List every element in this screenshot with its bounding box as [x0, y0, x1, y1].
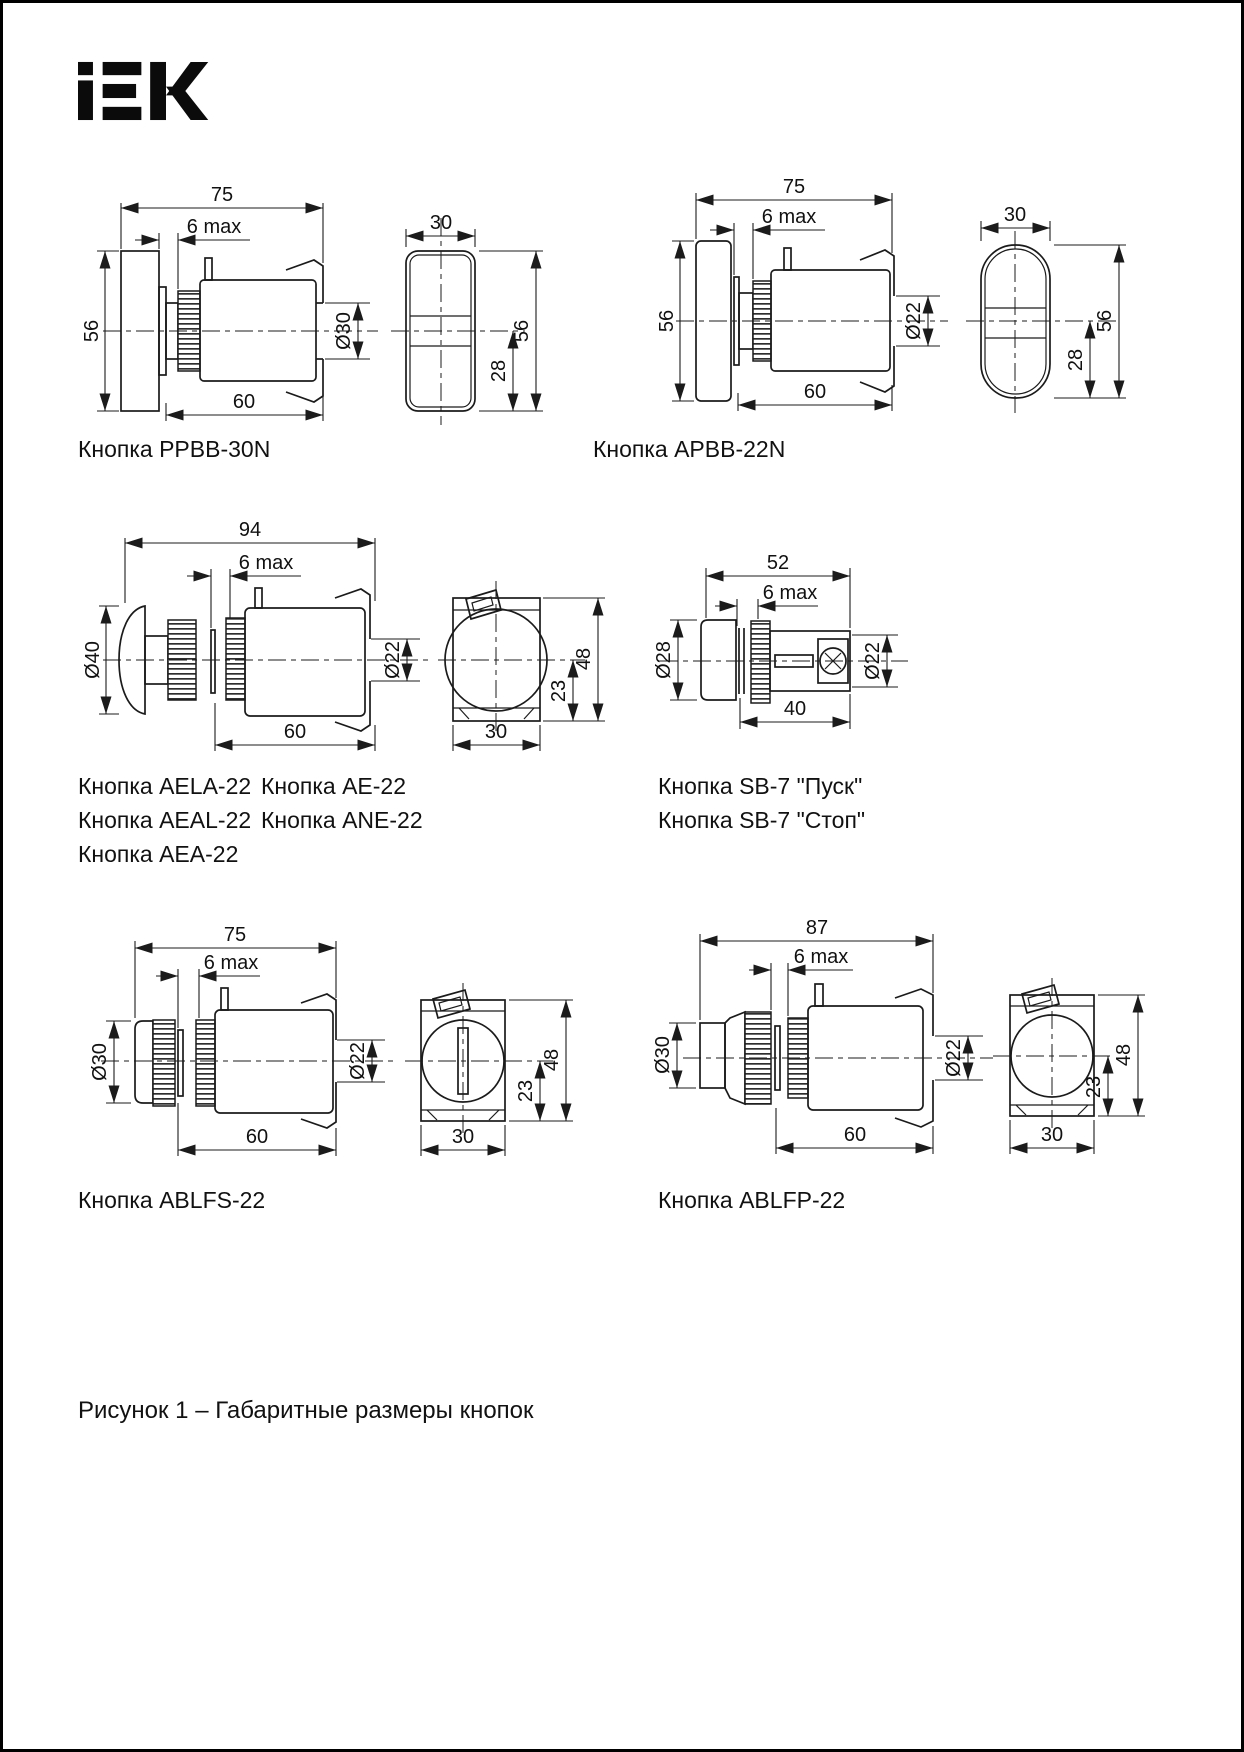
- dim-label: 6 max: [762, 582, 818, 604]
- figure-label-ane-22: Кнопка ANE-22: [261, 807, 423, 833]
- dim-label: 60: [232, 391, 256, 413]
- dim-label: 23: [515, 1079, 537, 1103]
- iek-logo: [78, 58, 210, 124]
- dim-label: Ø30: [652, 1036, 674, 1074]
- figure-label-sb7-pusk: Кнопка SB-7 "Пуск": [658, 773, 863, 799]
- dim-label: 48: [1113, 1043, 1135, 1067]
- sb-7-side-view: [660, 620, 908, 703]
- dim-label: 48: [573, 647, 595, 671]
- dim-label: Ø30: [89, 1043, 111, 1081]
- dim-label: 6 max: [186, 216, 242, 238]
- drawing-ablfs-22: [73, 898, 583, 1163]
- drawing-aela-22: [73, 463, 618, 763]
- dim-label: 30: [429, 212, 453, 234]
- iek-logo-glyphs: [78, 62, 208, 120]
- figure-labels-sb7-column: [658, 769, 865, 837]
- apbb-22n-side-view: [676, 241, 948, 401]
- drawing-apbb-22n: [598, 153, 1138, 443]
- drawing-ablfp-22: [593, 858, 1168, 1168]
- ppbb-30n-dimensions: [81, 184, 370, 421]
- dim-label: Ø30: [333, 312, 355, 350]
- dim-label: 23: [1083, 1075, 1105, 1099]
- apbb-22n-dimensions: [656, 176, 940, 411]
- figure-label-ablfs-22: Кнопка ABLFS-22: [78, 1187, 266, 1213]
- ablfp-22-front-view: [993, 978, 1145, 1154]
- dim-label: 28: [488, 359, 510, 383]
- figure-label-ae-22: Кнопка AE-22: [261, 773, 407, 799]
- dim-label: Ø40: [82, 641, 104, 679]
- figure-label-ablfp-22: Кнопка ABLFP-22: [658, 1187, 846, 1213]
- dim-label: 23: [548, 679, 570, 703]
- dim-label: 6 max: [238, 552, 294, 574]
- sb-7-dimensions: [653, 552, 898, 729]
- dim-label: 60: [803, 381, 827, 403]
- dim-label: 6 max: [761, 206, 817, 228]
- dim-label: 56: [511, 319, 533, 343]
- dim-label: 94: [238, 519, 262, 541]
- drawing-sb-7: [598, 508, 918, 743]
- dim-label: 6 max: [793, 946, 849, 968]
- dim-label: 60: [283, 721, 307, 743]
- dim-label: 30: [451, 1126, 475, 1148]
- apbb-22n-front-view: [966, 204, 1126, 413]
- dim-label: 56: [1094, 309, 1116, 333]
- dim-label: 60: [245, 1126, 269, 1148]
- dim-label: 30: [484, 721, 508, 743]
- figure-label-ppbb-30n: Кнопка PPBB-30N: [78, 436, 271, 462]
- dim-label: 75: [210, 184, 234, 206]
- aela-22-side-view: [103, 588, 428, 731]
- dim-label: 28: [1065, 348, 1087, 372]
- figure-label-aela-22: Кнопка AELA-22: [78, 773, 252, 799]
- ppbb-30n-front-view: [391, 212, 543, 425]
- dim-label: 52: [766, 552, 790, 574]
- figure-labels-ae-column: [261, 769, 423, 837]
- dim-label: 6 max: [203, 952, 259, 974]
- dim-label: 56: [656, 309, 678, 333]
- figure-labels-aela-column: [78, 769, 251, 871]
- ablfs-22-front-view: [405, 983, 573, 1156]
- dim-label: 30: [1040, 1124, 1064, 1146]
- figure-caption: Рисунок 1 – Габаритные размеры кнопок: [78, 1397, 534, 1424]
- ablfs-22-dimensions: [89, 924, 385, 1156]
- dim-label: Ø22: [382, 641, 404, 679]
- dim-label: 75: [223, 924, 247, 946]
- dim-label: Ø28: [653, 641, 675, 679]
- dim-label: 48: [541, 1048, 563, 1072]
- dim-label: 56: [81, 319, 103, 343]
- dim-label: 60: [843, 1124, 867, 1146]
- dim-label: Ø22: [862, 642, 884, 680]
- dim-label: Ø22: [903, 302, 925, 340]
- dim-label: 40: [783, 698, 807, 720]
- dim-label: Ø22: [943, 1039, 965, 1077]
- figure-label-aeal-22: Кнопка AEAL-22: [78, 807, 252, 833]
- dim-label: 87: [805, 917, 829, 939]
- drawing-ppbb-30n: [73, 163, 553, 438]
- dim-label: 75: [782, 176, 806, 198]
- dim-label: Ø22: [347, 1042, 369, 1080]
- figure-label-sb7-stop: Кнопка SB-7 "Стоп": [658, 807, 866, 833]
- aela-22-front-view: [438, 581, 605, 751]
- ppbb-30n-side-view: [103, 251, 378, 411]
- figure-label-apbb-22n: Кнопка APBB-22N: [593, 436, 786, 462]
- dim-label: 30: [1003, 204, 1027, 226]
- figure-label-aea-22: Кнопка AEA-22: [78, 841, 239, 867]
